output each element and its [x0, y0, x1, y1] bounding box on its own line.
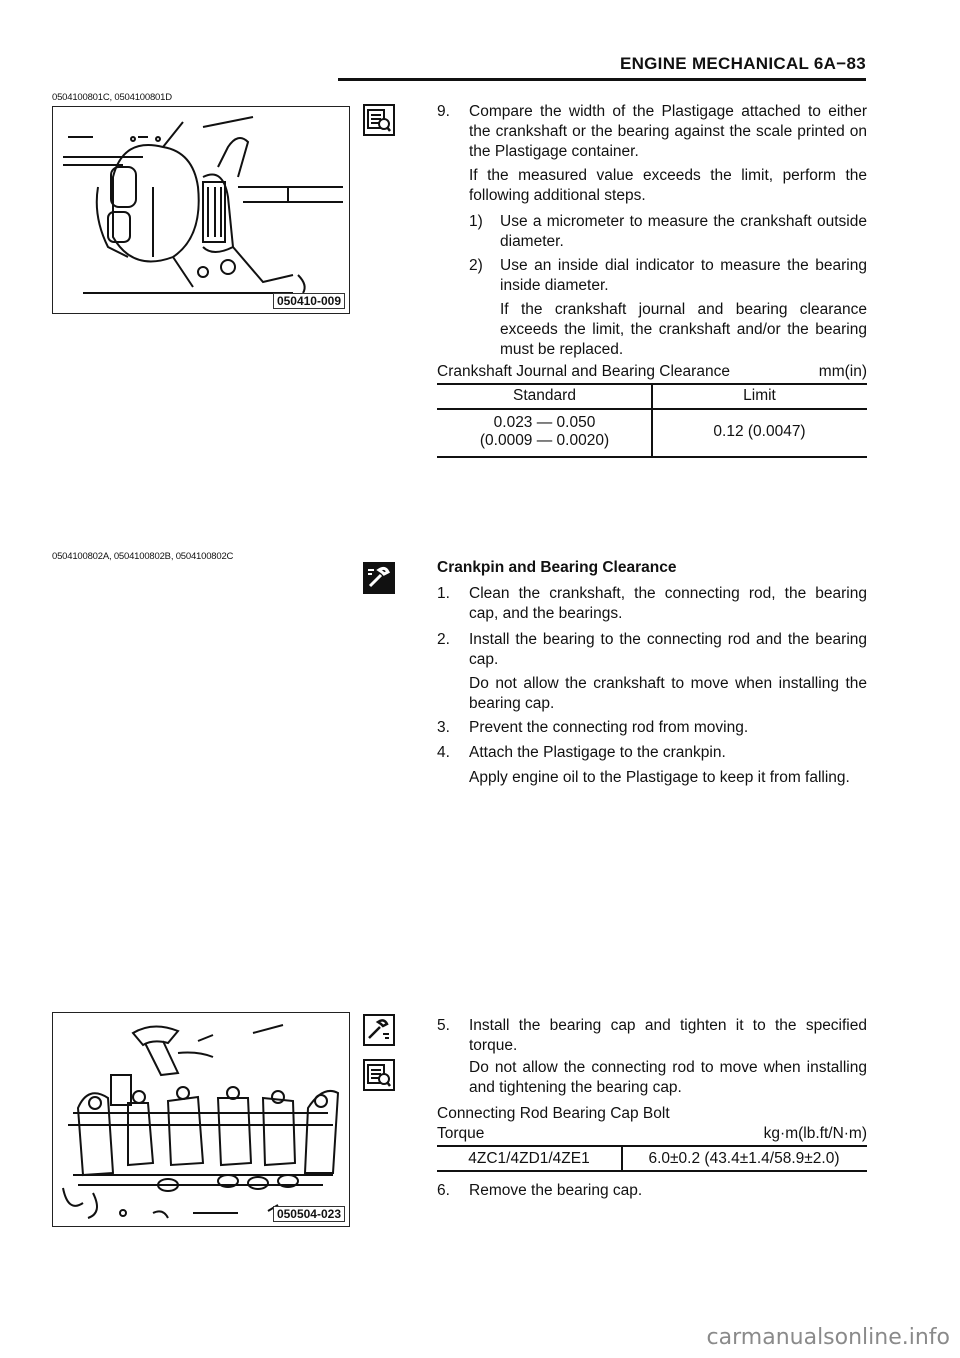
substep-text: Use an inside dial indicator to measure the bearing inside diameter. — [500, 257, 867, 294]
step-number: 4. — [437, 744, 450, 761]
step-number: 6. — [437, 1182, 450, 1199]
step-text: Clean the crankshaft, the connecting rod, the bearing cap, and the bearings. — [469, 585, 867, 622]
table-divider — [621, 1146, 623, 1170]
figure-code: 050504-023 — [273, 1206, 345, 1222]
header-rule — [338, 78, 866, 81]
table-divider — [651, 384, 653, 456]
substep-note: If the crankshaft journal and bearing clearance exceeds the limit, the crankshaft and/or the bearing must be replaced. — [500, 301, 867, 358]
figure-crankshaft-plastigage — [52, 106, 350, 314]
wrench-install-icon — [363, 1014, 395, 1046]
step-text: Install the bearing to the connecting rod and the bearing cap. — [469, 631, 867, 668]
step-text: Remove the bearing cap. — [469, 1182, 643, 1199]
table-title: Crankshaft Journal and Bearing Clearance — [437, 363, 730, 380]
table-title: Torque — [437, 1125, 485, 1142]
step-number: 9. — [437, 103, 450, 120]
table-rule — [437, 1145, 867, 1147]
engine-block-illustration — [53, 1013, 349, 1226]
table-unit: kg·m(lb.ft/N·m) — [763, 1125, 867, 1142]
page-title: ENGINE MECHANICAL 6A−83 — [619, 54, 866, 73]
crankshaft-illustration — [53, 107, 349, 313]
watermark: carmanualsonline.info — [706, 1325, 950, 1350]
table-header-standard: Standard — [513, 387, 576, 404]
step-text: Attach the Plastigage to the crankpin. — [469, 744, 726, 761]
table-rule — [437, 456, 867, 458]
step-note: If the measured value exceeds the limit, perform the following additional steps. — [469, 167, 867, 204]
table-unit: mm(in) — [818, 363, 867, 380]
inspect-icon — [363, 104, 395, 136]
step-number: 2. — [437, 631, 450, 648]
step-text: Compare the width of the Plastigage attached to either the crankshaft or the bearing against the scale printed on the Plastigage container. — [469, 103, 867, 160]
table-cell-engine: 4ZC1/4ZD1/4ZE1 — [468, 1150, 590, 1167]
figure-bearing-cap-bolts — [52, 1012, 350, 1227]
inspect-icon — [363, 1059, 395, 1091]
section-heading: Crankpin and Bearing Clearance — [437, 559, 677, 576]
substep-number: 2) — [469, 257, 483, 274]
figure-code: 050410-009 — [273, 293, 345, 309]
table-header-limit: Limit — [743, 387, 776, 404]
substep-text: Use a micrometer to measure the crankshaft outside diameter. — [500, 213, 867, 250]
step-note: Do not allow the crankshaft to move when installing the bearing cap. — [469, 675, 867, 712]
step-text: Prevent the connecting rod from moving. — [469, 719, 749, 736]
table-cell-limit: 0.12 (0.0047) — [713, 423, 806, 440]
wrench-install-icon — [363, 562, 395, 594]
substep-number: 1) — [469, 213, 483, 230]
step-note: Do not allow the connecting rod to move when installing and tightening the bearing cap. — [469, 1059, 867, 1096]
step-number: 3. — [437, 719, 450, 736]
step-number: 5. — [437, 1017, 450, 1034]
table-cell-standard: 0.023 — 0.050 — [493, 414, 596, 431]
step-text: Install the bearing cap and tighten it to the specified torque. — [469, 1017, 867, 1054]
table-title: Connecting Rod Bearing Cap Bolt — [437, 1105, 670, 1122]
table-cell-standard: (0.0009 — 0.0020) — [479, 432, 610, 449]
table-rule — [437, 1170, 867, 1172]
figure-ref-codes-middle: 0504100802A, 0504100802B, 0504100802C — [52, 551, 234, 562]
step-number: 1. — [437, 585, 450, 602]
table-cell-torque: 6.0±0.2 (43.4±1.4/58.9±2.0) — [648, 1150, 840, 1167]
figure-ref-codes-top: 0504100801C, 0504100801D — [52, 92, 172, 103]
step-note: Apply engine oil to the Plastigage to keep it from falling. — [469, 769, 850, 786]
